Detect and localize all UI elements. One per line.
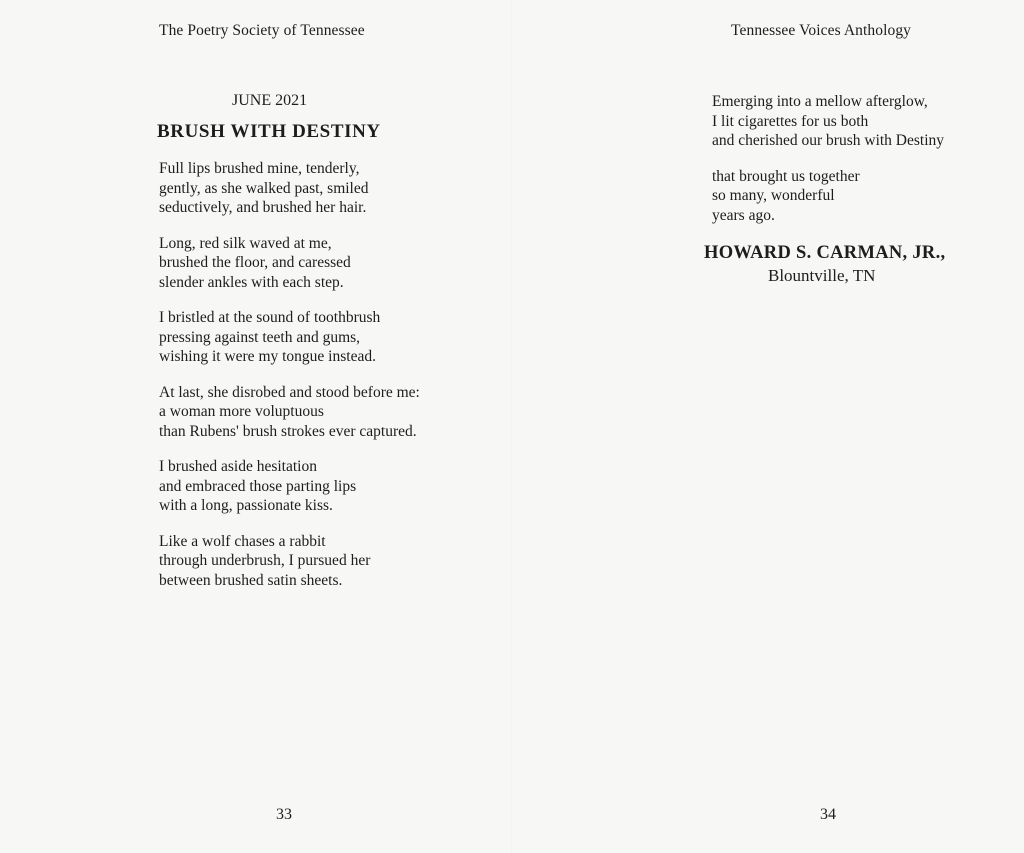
poem-line: pressing against teeth and gums, [159, 328, 361, 346]
poem-line: Full lips brushed mine, tenderly, [159, 160, 360, 177]
author-name: HOWARD S. CARMAN, JR., [704, 243, 946, 263]
stanza [159, 234, 420, 293]
poem-line: brushed the floor, and caressed [159, 254, 351, 271]
poem-line: slender ankles with each step. [159, 273, 344, 291]
stanza [159, 383, 420, 442]
running-head-left: The Poetry Society of Tennessee [159, 22, 365, 39]
stanza [159, 308, 420, 367]
right-page [512, 0, 1024, 853]
running-head-right: Tennessee Voices Anthology [731, 22, 912, 39]
poem-line: than Rubens' brush strokes ever captured. [159, 422, 417, 440]
stanza [712, 167, 944, 226]
stanza [159, 457, 420, 516]
poem-line: Emerging into a mellow afterglow, [712, 93, 928, 110]
poem-line: seductively, and brushed her hair. [159, 199, 367, 216]
poem-line: through underbrush, I pursued her [159, 552, 371, 569]
poem-line: I lit cigarettes for us both [712, 112, 869, 130]
poem-line: and cherished our brush with Destiny [712, 132, 945, 149]
stanza [712, 92, 944, 151]
stanza [159, 159, 420, 218]
poem-date: JUNE 2021 [232, 92, 308, 109]
poem-line: gently, as she walked past, smiled [159, 179, 369, 197]
poem-line: so many, wonderful [712, 187, 835, 204]
author-location: Blountville, TN [768, 266, 876, 285]
poem-line: between brushed satin sheets. [159, 571, 343, 589]
poem-line: years ago. [712, 206, 775, 224]
poem-line: At last, she disrobed and stood before me: [159, 383, 420, 401]
poem-line: I bristled at the sound of toothbrush [159, 309, 381, 326]
poem-line: Long, red silk waved at me, [159, 234, 332, 252]
page-number-right: 34 [820, 806, 836, 823]
poem-body-continued [712, 92, 944, 241]
stanza [159, 532, 420, 591]
poem-line: a woman more voluptuous [159, 403, 324, 420]
poem-body [159, 159, 420, 606]
poem-line: wishing it were my tongue instead. [159, 348, 376, 365]
poem-line: Like a wolf chases a rabbit [159, 532, 326, 550]
poem-title: BRUSH WITH DESTINY [157, 121, 381, 142]
page-number-left: 33 [276, 806, 292, 823]
poem-line: and embraced those parting lips [159, 477, 357, 495]
poem-line: I brushed aside hesitation [159, 458, 317, 475]
poem-line: that brought us together [712, 167, 860, 185]
poem-line: with a long, passionate kiss. [159, 497, 333, 514]
